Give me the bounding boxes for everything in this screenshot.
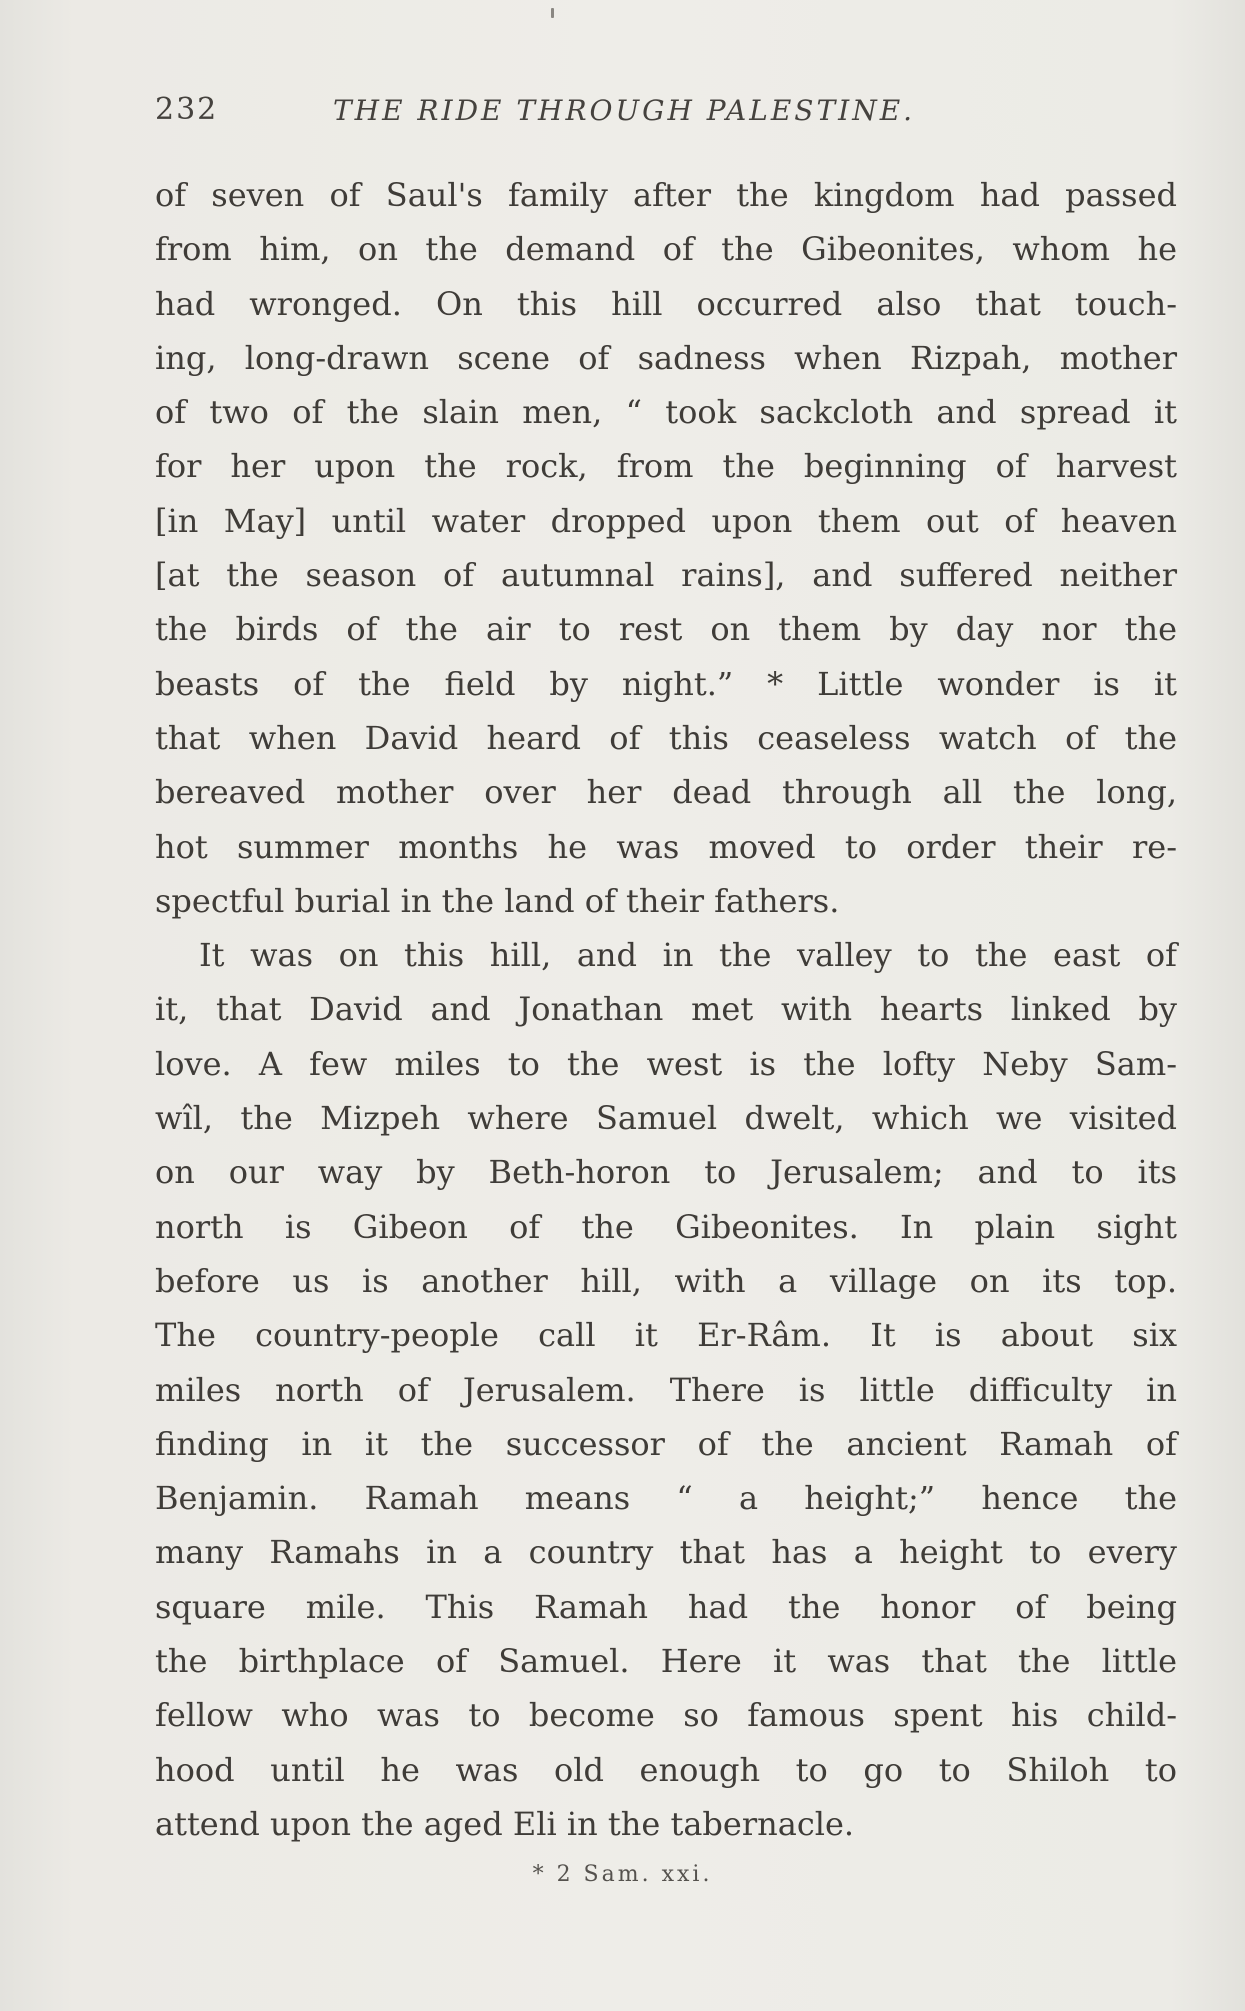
text-line: of seven of Saul's family after the kingdom had passed: [155, 176, 1177, 214]
text-line: spectful burial in the land of their fathers.: [155, 881, 840, 920]
text-line: miles north of Jerusalem. There is little difficulty in: [155, 1370, 1177, 1409]
text-line: it, that David and Jonathan met with hearts linked by: [155, 990, 1177, 1029]
text-line: on our way by Beth-horon to Jerusalem; and to its: [155, 1153, 1177, 1192]
text-line: attend upon the aged Eli in the tabernacle.: [155, 1804, 855, 1843]
text-line: fellow who was to become so famous spent his child-: [155, 1696, 1177, 1735]
footnote-marker: *: [532, 1862, 547, 1887]
text-line: that when David heard of this ceaseless watch of the: [155, 718, 1177, 757]
page-number: 232: [155, 92, 219, 127]
text-line: beasts of the field by night.” * Little wonder is it: [155, 664, 1177, 703]
print-speck: [551, 8, 554, 18]
text-line: hot summer months he was moved to order their re-: [155, 827, 1177, 866]
text-line: ing, long-drawn scene of sadness when Rizpah, mother: [155, 338, 1177, 377]
footnote-text: 2 Sam. xxi.: [556, 1862, 713, 1887]
text-line: wîl, the Mizpeh where Samuel dwelt, which we visited: [155, 1099, 1177, 1138]
text-line: finding in it the successor of the ancient Ramah of: [155, 1424, 1177, 1463]
page-header: [155, 92, 1160, 136]
text-line: of two of the slain men, “ took sackcloth and spread it: [155, 393, 1177, 432]
text-line: Benjamin. Ramah means “ a height;” hence the: [155, 1479, 1177, 1518]
text-line: bereaved mother over her dead through all the long,: [155, 773, 1177, 812]
text-line: from him, on the demand of the Gibeonites, whom he: [155, 230, 1177, 269]
body-text: [155, 168, 1177, 1851]
text-line: hood until he was old enough to go to Shiloh to: [155, 1750, 1177, 1789]
text-line: had wronged. On this hill occurred also that touch-: [155, 284, 1177, 323]
text-line: love. A few miles to the west is the lofty Neby Sam-: [155, 1044, 1177, 1083]
text-line: the birds of the air to rest on them by day nor the: [155, 610, 1177, 649]
running-title: THE RIDE THROUGH PALESTINE.: [333, 94, 916, 127]
text-line: for her upon the rock, from the beginning of harvest: [155, 447, 1177, 486]
text-line: many Ramahs in a country that has a height to every: [155, 1533, 1177, 1572]
text-line: square mile. This Ramah had the honor of being: [155, 1587, 1177, 1626]
text-line: [at the season of autumnal rains], and suffered neither: [155, 556, 1177, 595]
text-line: the birthplace of Samuel. Here it was that the little: [155, 1642, 1177, 1681]
text-line: The country-people call it Er-Râm. It is about six: [155, 1316, 1177, 1355]
text-line: [in May] until water dropped upon them out of heaven: [155, 501, 1177, 540]
footnote: [0, 1862, 1245, 1887]
paragraph-start-line: It was on this hill, and in the valley to the east of: [199, 936, 1177, 975]
text-line: north is Gibeon of the Gibeonites. In plain sight: [155, 1207, 1177, 1246]
text-line: before us is another hill, with a village on its top.: [155, 1261, 1177, 1300]
